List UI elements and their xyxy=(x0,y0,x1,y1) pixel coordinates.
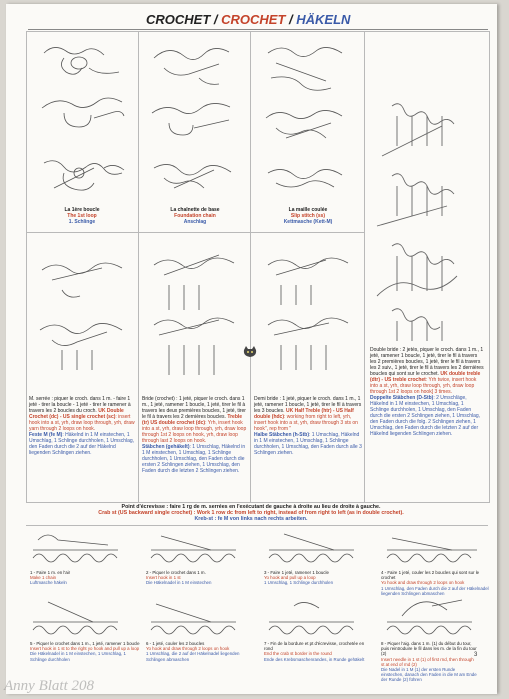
double-treble-text: Double bride : 2 jetés, piquer le croch. dans 1 m., 1 jeté, ramener 1 boucle, 1 jeté, tirer le fil à travers les 2 premières boucles, 1 jeté, tirer le fil à travers les 2 suiv., 1 jeté, tirer le fil à travers les 2 dernières boucles qui sont sur le crochet. UK double treble (dtr) - US treble crochet: Yrh twice, insert hook into a st, yrh, draw loop through, yrh, draw loop through 1st 2 loops on hook] 3 times. Doppelte Stäbchen (D-Stb): 2 Umschläge, Häkelnd in 1 M einstechen, 1 Umschlag, 1 Schlinge durchholen, 1 Umschlag, den Faden durch die ersten 2 Schlingen ziehen, 1 Umschlag, den Faden durch die folg. 2 Schlingen ziehen, 1 Umschlag, den Faden durch die letzten 2 auf der Häkelnd liegenden Schlingen ziehen. xyxy=(370,347,484,437)
step-caption: 1 - Faire 1 m. en l'air Make 1 chain Luftmasche häkeln xyxy=(30,570,71,586)
title-english: CROCHET xyxy=(221,12,286,27)
grid-divider xyxy=(138,31,139,502)
crab-steps-row-2 xyxy=(28,596,488,640)
grid-divider xyxy=(364,31,365,502)
grid-divider xyxy=(26,232,364,233)
step-caption: 5 - Piquer le crochet dans 1 m., 1 jeté, ramener 1 boucle Insert hook in 1 st to the right yo hook and pull up a loop Die Häkelnadel in 1 M einstechen, 1 Umschlag, 1 Schlinge durchholen xyxy=(30,641,140,662)
single-crochet-illustration xyxy=(32,240,134,390)
crab-divider xyxy=(26,525,488,526)
crab-heading-fr: Point d'écrevisse : faire 1 rg de m. serrées en l'exécutant de gauche à droite au lieu de droite à gauche. xyxy=(121,504,381,510)
page xyxy=(6,4,497,694)
step-caption: 8 - Piquer l'aig. dans 1 m. (1) du début du tour, puis reintroduire le fil dans les m. de la fin du tour (2) Insert needle in 1 st (1) of first rnd, then through st at end of rnd (2) Die Nadel in 1 M (1) der ersten Runde einstechen, danach den Faden in die M am Ende der Runde (2) führen xyxy=(381,641,477,683)
panel-caption: La maille coulée Slip stitch (ss) Kettmasche (Kett-M) xyxy=(283,207,333,225)
slip-stitch-illustration xyxy=(256,38,360,203)
step-caption: 2 - Piquer le crochet dans 1 m. Insert hook in 1 st Die Häkelnadel in 1 M einstechen xyxy=(146,570,212,586)
title-german: HÄKELN xyxy=(296,12,351,27)
treble-text: Bride (crochet) : 1 jeté, piquer le croch. dans 1 m., 1 jeté, ramener 1 boucle, 1 jeté, tirer le fil à travers les deux premières boucles, 1 jeté, tirer le fil à travers les 2 dernières boucles. Treble (tr) US double crochet (dc): Yrh, insert hook into a st, yrh, draw loop through, yrh, draw loop through 1st 2 loops on hook, yrh, draw loop through last 2 loops on hook. Stäbchen (gehäkelt): 1 Umschlag, Häkelnd in 1 M einstechen, 1 Umschlag, 1 Schlinge durchholen, 1 Umschlag, den Faden durch die ersten 2 Schlingen ziehen, 1 Umschlag, den Faden durch die letzten 2 Schlingen ziehen. xyxy=(142,396,247,474)
step-caption: 3 - Faire 1 jeté, ramener 1 boucle Yo hook and pull up a loop 1 Umschlag, 1 Schlinge durchholen xyxy=(264,570,334,586)
foundation-chain-illustration xyxy=(144,38,246,203)
panel-caption: La chaînette de base Foundation chain Anschlag xyxy=(170,207,220,225)
first-loop-illustration xyxy=(34,38,134,203)
step-caption: 7 - Fin de la bordure et pt d'écrevisse, crochetée en rond End the crab st border in the round Ende des Krebsmaschenrandes, in Runde gehäkelt xyxy=(264,641,365,662)
step-caption: 6 - 1 jeté, couler les 2 boucles Yo hook and draw through 2 loops on hook 1 Umschlag, die 2 auf der Häkelnadel liegenden Schlingen abmaschen xyxy=(146,641,240,662)
crab-heading-uk: Crab st (US backward single crochet) : Work 1 row dc from left to right, instead of from right to left (as in double crochet). xyxy=(98,510,404,516)
page-title: CROCHET / CROCHET / HÄKELN xyxy=(146,12,351,27)
brand-watermark: Anny Blatt 208 xyxy=(4,678,94,694)
half-treble-text: Demi bride : 1 jeté, piquer le croch. dans 1 m., 1 jeté, ramener 1 boucle, 1 jeté, tirer le fil à travers les 3 boucles. UK Half Treble (htr) - US Half double (hdc): working from right to left, yrh, insert hook into a st, yrh, draw through 3 sts on hook", rep from " Halbe Stäbchen (h-Stb): 1 Umschlag, Häkelnd in 1 M einstechen, 1 Umschlag, 1 Schlinge durchholen, 1 Umschlag, den Faden durch alle 3 Schlingen ziehen. xyxy=(254,396,362,456)
title-french: CROCHET xyxy=(146,12,211,27)
grid-divider xyxy=(250,31,251,502)
cat-watermark-icon xyxy=(243,346,257,358)
title-rule xyxy=(28,29,488,30)
step-caption: 4 - Faire 1 jeté, couler les 2 boucles qui sont sur le crochet Yo hook and draw through 2 loops on hook 1 Umschlag, den Faden durch die 2 auf der Häkelnadel liegenden Schlingen abmaschen xyxy=(381,570,489,596)
page-number: 3 xyxy=(474,652,478,658)
treble-illustration xyxy=(144,240,246,390)
panel-caption: La 1ère boucle The 1st loop 1. Schlinge xyxy=(64,207,100,225)
half-treble-illustration xyxy=(256,240,360,390)
crab-steps-row-1 xyxy=(28,528,488,568)
crab-heading-de: Kreb-st : fe M von links nach rechts arbeiten. xyxy=(194,516,308,522)
double-treble-illustration xyxy=(372,96,482,346)
single-crochet-text: M. serrée : piquer le croch. dans 1 m. - faire 1 jeté - tirer la boucle - 1 jeté - tirer le ramener à travers les 2 boucles du croch. UK Double Crochet (dc) - US single crochet (sc): insert hook into a st, yrh, draw loop through, yrh, draw yarn through 2 loops on hook. Feste M (fe M): Häkelnd in 1 M einstechen, 1 Umschlag, 1 Schlinge durchholen, 1 Umschlag, den Faden durch die 2 auf der Häkelnd liegenden Schlingen ziehen. xyxy=(29,396,135,456)
